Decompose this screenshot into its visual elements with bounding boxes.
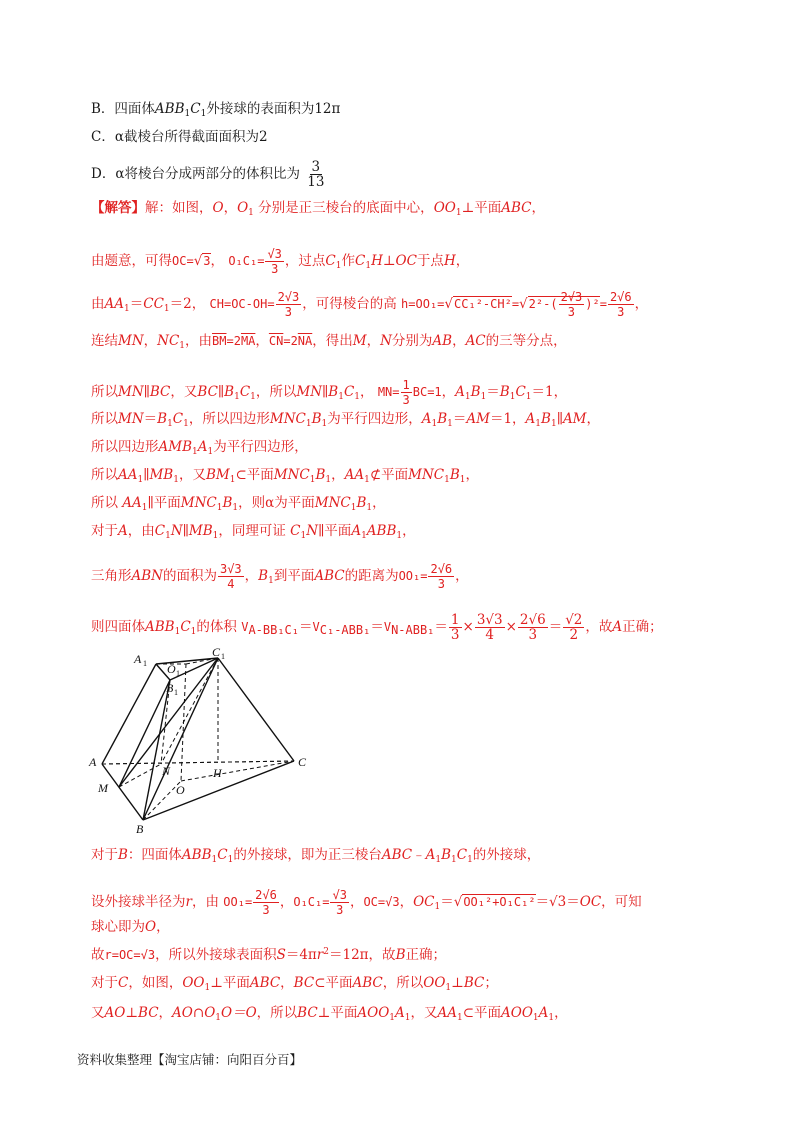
solution-line-10: 对于A，由$C_1N\parallel MB_1$，同理可证 $C_1N\parallel$平面$A_1ABB_1$， — [91, 523, 416, 541]
solution-line-2: 由题意，可得OC=√3， O₁C₁= $\frac{√3}{3}$ ，过点$C_1$作$C_1H\perp OC$于点H， — [91, 247, 470, 276]
solution-line-14: 设外接球半径为r，由 OO₁= $\frac{2√6}{3}$ ，O₁C₁= $\frac{√3}{3}$ ，OC=√3，$OC_1=√OO_1^2+O_1C_1^2=√3=OC$，可知 — [91, 888, 642, 917]
label-h: H — [213, 766, 222, 780]
solution-line-7: 所以四边形$AMB_1A_1$为平行四边形， — [91, 439, 308, 457]
solution-line-6: 所以$MN=B_1C_1$，所以四边形$MNC_1B_1$为平行四边形，$A_1B_1=AM=1$，$A_1B_1\parallel AM$， — [91, 411, 601, 429]
edge-mn — [119, 764, 161, 787]
solution-line-17: 对于C，如图，$OO_1\perp$平面ABC，BC⊂平面ABC，所以$OO_1\perp BC$； — [91, 975, 498, 993]
solution-line-3: 由$AA_1=CC_1=2$， CH=OC-OH= $\frac{2√3}{3}$ ，可得棱台的高 h=OO₁=√CC₁²-CH²=√2²-( $\frac{2√3}{3}$ )²= $\frac{2√6}{3}$ ， — [91, 290, 649, 319]
label-a1: A — [134, 652, 142, 666]
edge-oc — [181, 761, 294, 781]
edge-a1c1 — [156, 658, 218, 664]
label-o1: O — [167, 662, 176, 676]
label-b: B — [136, 822, 144, 836]
solution-line-1: 【解答】解：如图，O，$O_1$ 分别是正三棱台的底面中心，$OO_1\perp$平面ABC， — [91, 200, 546, 218]
option-d: D．α将棱台分成两部分的体积比为 $\frac{3}{13}$ — [91, 159, 325, 190]
fraction: $\frac{3}{13}$ — [307, 159, 325, 190]
edge-oo1 — [181, 664, 186, 781]
solution-line-8: 所以$AA_1\parallel MB_1$，又$BM_1\subset$平面$MNC_1B_1$，$AA_1⊄$平面$MNC_1B_1$， — [91, 467, 480, 485]
label-a: A — [89, 755, 97, 769]
solution-line-9: 所以 $AA_1\parallel$平面$MNC_1B_1$，则α为平面$MNC_1B_1$， — [91, 495, 386, 513]
solution-line-11: 三角形ABN的面积为 $\frac{3√3}{4}$ ，$B_1$到平面ABC的距离为OO₁= $\frac{2√6}{3}$ ， — [91, 562, 469, 591]
solution-line-13: 对于B：四面体$ABB_1C_1$的外接球，即为正三棱台$ABC﹣A_1B_1C_1$的外接球， — [91, 847, 541, 865]
solid-edges — [102, 658, 294, 820]
label-c: C — [298, 755, 307, 769]
svg-text:1: 1 — [174, 688, 178, 697]
edge-ab — [102, 764, 143, 820]
solution-line-12: 则四面体$ABB_1C_1$的体积 $V_{A-BB_1C_1}=V_{C_1-ABB_1}=V_{N-ABB_1}=$ $\frac{1}{3}$ × $\frac{3√3}{4}$ × $\frac{2√6}{3}$ ＝ $\frac{√2}{2}$ ，故A正确； — [91, 612, 663, 643]
hidden-edges — [102, 658, 294, 820]
label-n: N — [162, 764, 171, 778]
frustum-figure — [86, 646, 326, 838]
solution-line-18: 又AO⊥BC，$AO\cap O_1O=O$，所以BC⊥平面$AOO_1A_1$，又$AA_1\subset$平面$AOO_1A_1$， — [91, 1005, 568, 1023]
option-c: C．α截棱台所得截面面积为2 — [91, 129, 268, 145]
option-b: B．四面体$ABB_1C_1$外接球的表面积为12π — [91, 101, 341, 119]
label-m: M — [98, 781, 108, 795]
page-footer: 资料收集整理【淘宝店铺：向阳百分百】 — [77, 1052, 303, 1067]
edge-c1c — [218, 658, 294, 761]
label-c1: C — [212, 646, 221, 659]
solution-line-16: 故r=OC=√3，所以外接球表面积$S=4\pi r^2=12\pi$，故B正确； — [91, 947, 446, 963]
solution-line-4: 连结MN，$NC_1$，由$\overline{BM}=2\overline{MA}$，$\overline{CN}=2\overline{NA}$，得出M，N分别为AB，AC的三等分点， — [91, 333, 567, 351]
solution-line-15: 球心即为O， — [91, 919, 170, 935]
vertex-labels — [88, 646, 307, 836]
svg-text:1: 1 — [176, 669, 180, 678]
svg-text:1: 1 — [143, 659, 147, 668]
label-o: O — [176, 783, 185, 797]
svg-text:1: 1 — [221, 652, 225, 661]
solution-line-5: 所以MN∥BC，又$BC\parallel B_1C_1$，所以$MN\parallel B_1C_1$， MN= $\frac{1}{3}$ BC=1，$A_1B_1=B_1C_1=1$， — [91, 378, 568, 407]
label-b1: B — [166, 681, 174, 695]
